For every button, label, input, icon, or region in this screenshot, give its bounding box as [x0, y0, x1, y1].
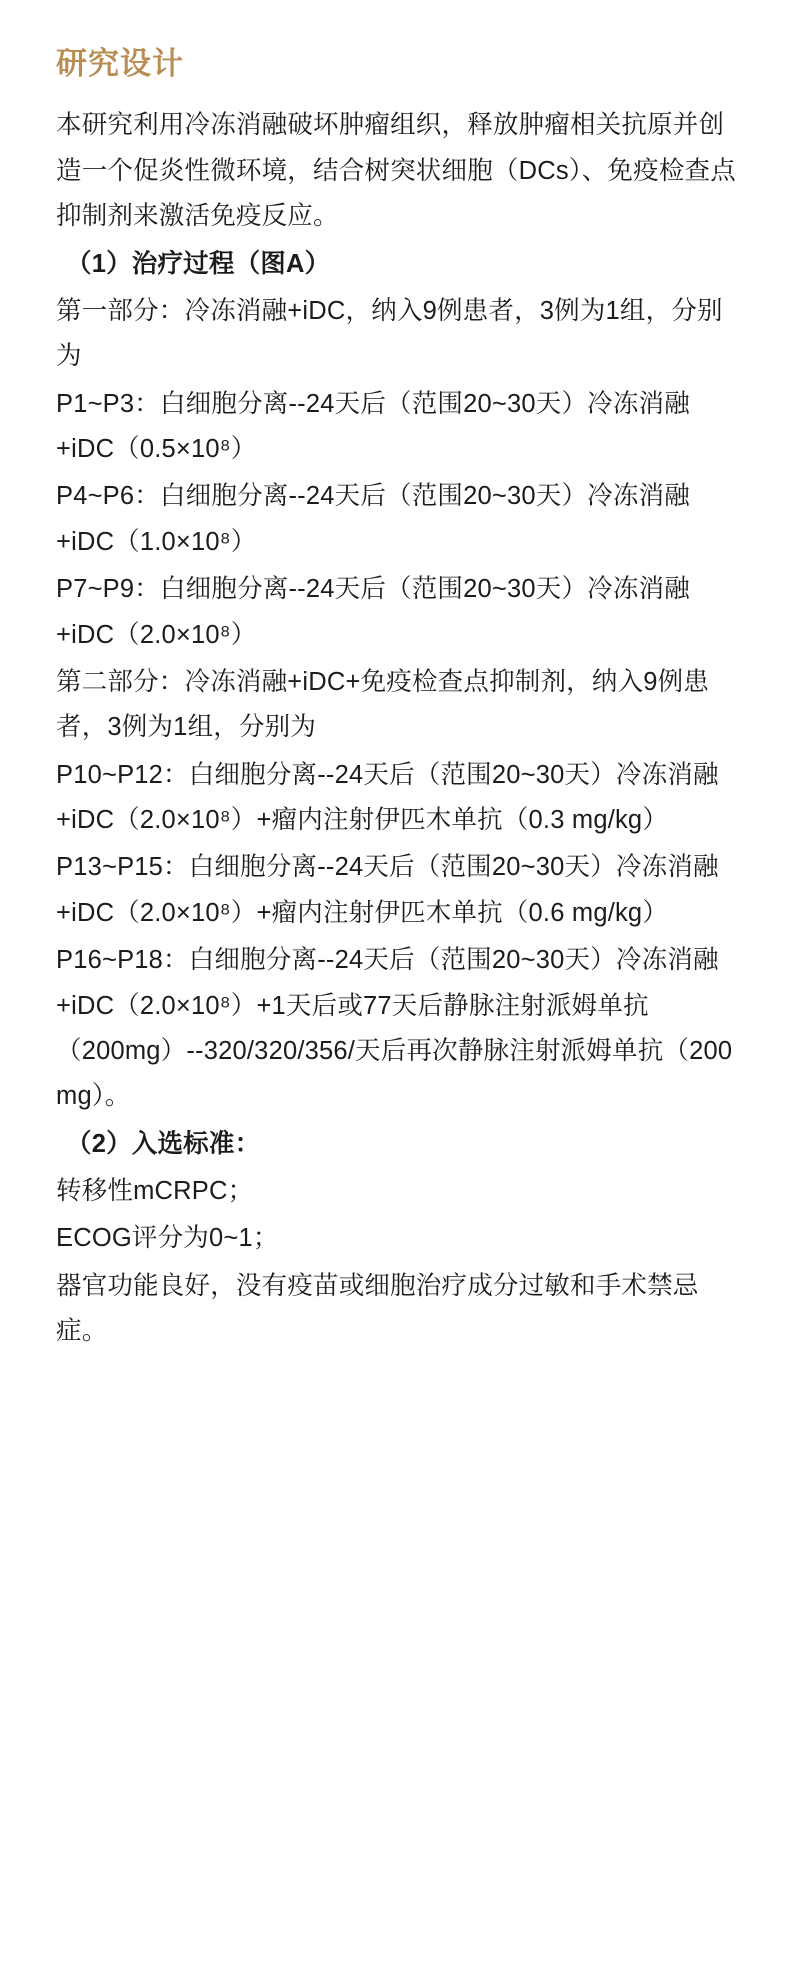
heading-inclusion-criteria: （2）入选标准： — [66, 1129, 261, 1158]
paragraph-criteria-3: 器官功能良好，没有疫苗或细胞治疗成分过敏和手术禁忌症。 — [56, 1271, 699, 1346]
paragraph-intro: 本研究利用冷冻消融破坏肿瘤组织，释放肿瘤相关抗原并创造一个促炎性微环境，结合树突状细胞（DCs）、免疫检查点抑制剂来激活免疫反应。 — [56, 111, 736, 231]
paragraph-criteria-2: ECOG评分为0~1； — [56, 1224, 279, 1253]
heading-treatment-process: （1）治疗过程（图A） — [66, 249, 331, 278]
document-body — [56, 103, 744, 1354]
paragraph-part-1: 第一部分：冷冻消融+iDC，纳入9例患者，3例为1组，分别为 — [56, 296, 723, 371]
paragraph-p4-p6: P4~P6：白细胞分离--24天后（范围20~30天）冷冻消融+iDC（1.0×10⁸） — [56, 482, 690, 556]
paragraph-criteria-1: 转移性mCRPC； — [56, 1177, 254, 1206]
paragraph-p1-p3: P1~P3：白细胞分离--24天后（范围20~30天）冷冻消融+iDC（0.5×10⁸） — [56, 389, 690, 464]
paragraph-p10-p12: P10~P12：白细胞分离--24天后（范围20~30天）冷冻消融+iDC（2.0×10⁸）+瘤内注射伊匹木单抗（0.3 mg/kg） — [56, 760, 719, 835]
paragraph-part-2: 第二部分：冷冻消融+iDC+免疫检查点抑制剂，纳入9例患者，3例为1组，分别为 — [56, 667, 710, 742]
paragraph-p7-p9: P7~P9：白细胞分离--24天后（范围20~30天）冷冻消融+iDC（2.0×10⁸） — [56, 575, 690, 649]
paragraph-p13-p15: P13~P15：白细胞分离--24天后（范围20~30天）冷冻消融+iDC（2.0×10⁸）+瘤内注射伊匹木单抗（0.6 mg/kg） — [56, 853, 719, 927]
paragraph-p16-p18: P16~P18：白细胞分离--24天后（范围20~30天）冷冻消融+iDC（2.0×10⁸）+1天后或77天后静脉注射派姆单抗（200mg）--320/320/356/天后再次静脉注射派姆单抗（200 mg）。 — [56, 946, 733, 1111]
page-title: 研究设计 — [56, 46, 184, 81]
